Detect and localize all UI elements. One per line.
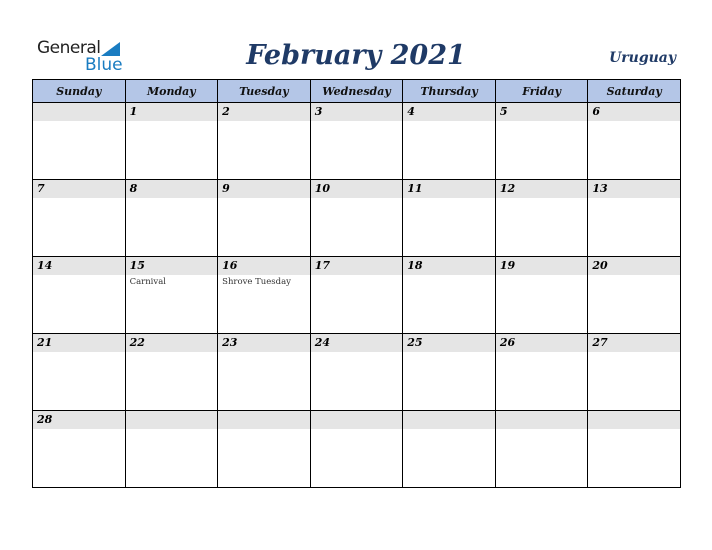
page-title: February 2021 xyxy=(246,40,466,71)
day-number: 10 xyxy=(311,180,403,198)
day-number: 15 xyxy=(126,257,218,275)
day-number: 17 xyxy=(311,257,403,275)
holiday-label: Shrove Tuesday xyxy=(222,277,291,287)
weekday-header: Friday xyxy=(495,80,588,103)
day-number: 23 xyxy=(218,334,310,352)
day-cell xyxy=(125,180,218,257)
day-cell xyxy=(218,103,311,180)
day-cell xyxy=(33,180,126,257)
day-number: 21 xyxy=(33,334,125,352)
day-number xyxy=(403,411,495,429)
day-cell xyxy=(403,103,496,180)
holiday-label: Carnival xyxy=(129,277,166,287)
day-number: 19 xyxy=(496,257,588,275)
day-number: 28 xyxy=(33,411,125,429)
weekday-header: Thursday xyxy=(403,80,496,103)
day-cell xyxy=(588,257,681,334)
calendar-grid xyxy=(32,79,681,488)
day-number: 7 xyxy=(33,180,125,198)
day-cell xyxy=(403,411,496,488)
day-number: 14 xyxy=(33,257,125,275)
day-cell xyxy=(125,103,218,180)
day-cell xyxy=(495,334,588,411)
logo-general: General xyxy=(37,38,101,58)
day-cell xyxy=(33,334,126,411)
day-number: 20 xyxy=(588,257,680,275)
day-number: 26 xyxy=(496,334,588,352)
day-number: 13 xyxy=(588,180,680,198)
day-number: 4 xyxy=(403,103,495,121)
day-cell xyxy=(310,334,403,411)
weekday-header-row xyxy=(33,80,681,103)
day-cell xyxy=(310,411,403,488)
weekday-header: Wednesday xyxy=(310,80,403,103)
weekday-header: Tuesday xyxy=(218,80,311,103)
week-row xyxy=(33,180,681,257)
day-cell xyxy=(588,411,681,488)
weekday-header: Sunday xyxy=(33,80,126,103)
day-number: 18 xyxy=(403,257,495,275)
day-number xyxy=(588,411,680,429)
day-cell xyxy=(588,103,681,180)
day-number xyxy=(126,411,218,429)
week-row xyxy=(33,411,681,488)
day-cell xyxy=(33,257,126,334)
day-cell xyxy=(125,411,218,488)
day-number: 9 xyxy=(218,180,310,198)
day-cell xyxy=(403,334,496,411)
day-cell xyxy=(495,257,588,334)
day-cell xyxy=(310,103,403,180)
week-row xyxy=(33,334,681,411)
day-cell xyxy=(33,103,126,180)
day-number: 22 xyxy=(126,334,218,352)
day-number: 24 xyxy=(311,334,403,352)
weekday-header: Saturday xyxy=(588,80,681,103)
day-cell xyxy=(218,257,311,334)
day-number: 5 xyxy=(496,103,588,121)
day-number: 2 xyxy=(218,103,310,121)
day-cell xyxy=(495,103,588,180)
day-number xyxy=(218,411,310,429)
day-number: 11 xyxy=(403,180,495,198)
day-number xyxy=(496,411,588,429)
day-cell xyxy=(218,180,311,257)
country-label: Uruguay xyxy=(609,50,676,66)
day-cell xyxy=(588,180,681,257)
day-cell xyxy=(403,257,496,334)
day-number: 1 xyxy=(126,103,218,121)
day-cell xyxy=(310,257,403,334)
weekday-header: Monday xyxy=(125,80,218,103)
day-number: 16 xyxy=(218,257,310,275)
day-cell xyxy=(125,334,218,411)
week-row xyxy=(33,257,681,334)
day-number xyxy=(33,103,125,121)
week-row xyxy=(33,103,681,180)
day-cell xyxy=(495,180,588,257)
day-number: 8 xyxy=(126,180,218,198)
day-number: 27 xyxy=(588,334,680,352)
day-cell xyxy=(125,257,218,334)
day-number: 25 xyxy=(403,334,495,352)
logo-blue: Blue xyxy=(85,55,123,75)
day-number: 6 xyxy=(588,103,680,121)
day-number xyxy=(311,411,403,429)
day-number: 3 xyxy=(311,103,403,121)
day-cell xyxy=(33,411,126,488)
day-cell xyxy=(218,334,311,411)
day-cell xyxy=(403,180,496,257)
day-number: 12 xyxy=(496,180,588,198)
day-cell xyxy=(588,334,681,411)
day-cell xyxy=(495,411,588,488)
day-cell xyxy=(218,411,311,488)
day-cell xyxy=(310,180,403,257)
